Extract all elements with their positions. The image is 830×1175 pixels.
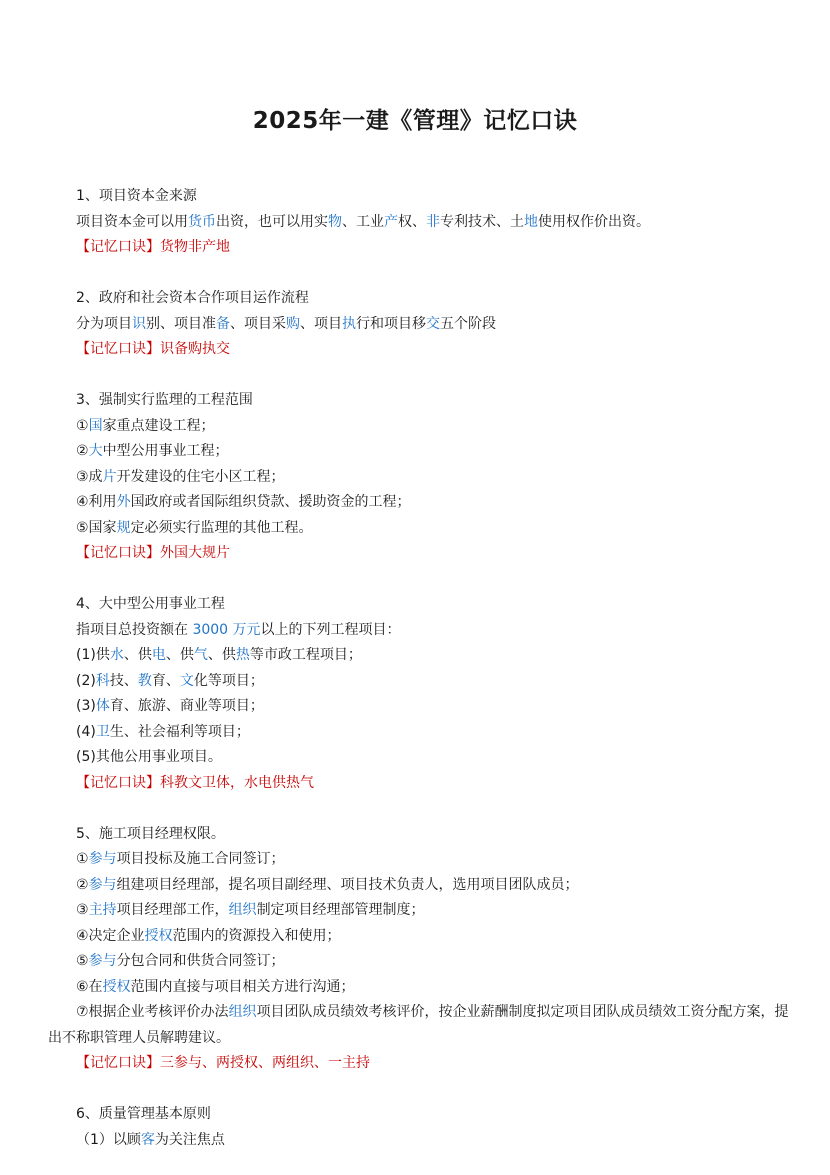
body-line (76, 898, 796, 924)
body-line (76, 694, 796, 720)
text-run: ② (76, 443, 89, 459)
highlight-keyword: 气 (193, 647, 208, 663)
highlight-keyword: 组织 (228, 1004, 257, 1020)
highlight-keyword: 规 (116, 519, 131, 536)
text-run: ③ (76, 902, 89, 918)
text-run: 别、项目准 (146, 315, 216, 332)
body-line (76, 1128, 796, 1154)
text-run: 为关注焦点 (154, 1131, 225, 1148)
text-run: 生、社会福利等项目； (109, 723, 250, 740)
text-run: ④决定企业 (76, 927, 145, 944)
text-run: 定必须实行监理的其他工程。 (130, 519, 313, 536)
section-5 (48, 822, 796, 1077)
highlight-keyword: 体 (95, 698, 110, 714)
section-heading (76, 388, 796, 414)
text-run: 组建项目经理部，提名项目副经理、项目技术负责人，选用项目团队成员； (116, 876, 579, 893)
body-line (76, 643, 796, 669)
highlight-keyword: 文 (179, 672, 194, 689)
text-run: ⑤ (76, 953, 89, 969)
body-line (76, 949, 796, 975)
text-run: (4) (76, 723, 96, 740)
highlight-keyword: 地 (524, 213, 538, 230)
text-run: 6、质量管理基本原则 (76, 1106, 211, 1122)
highlight-keyword: 客 (140, 1131, 155, 1148)
document-title: 2025年一建《管理》记忆口诀 (252, 108, 578, 134)
section-1 (76, 184, 796, 261)
highlight-keyword: 参与 (88, 953, 117, 969)
section-heading (76, 822, 796, 848)
text-run: 、工业 (342, 213, 384, 230)
text-run: 项目资本金可以用 (76, 213, 188, 230)
section-spacer (76, 567, 796, 593)
section-spacer (76, 261, 796, 287)
section-spacer (76, 796, 796, 822)
memory-mnemonic (76, 337, 796, 363)
text-run: 开发建设的住宅小区工程； (116, 468, 285, 485)
text-run: 、项目采 (230, 315, 286, 332)
body-line (76, 924, 796, 950)
text-run: (1)供 (76, 647, 110, 663)
highlight-keyword: 备 (216, 315, 230, 332)
memory-mnemonic (76, 541, 796, 567)
text-run: 5、施工项目经理权限。 (76, 825, 225, 842)
section-4 (76, 592, 796, 796)
text-run: 分为项目 (76, 315, 132, 332)
body-line (76, 720, 796, 746)
highlight-keyword: 产 (384, 213, 398, 230)
body-line (76, 210, 796, 236)
text-run: 使用权作价出资。 (538, 213, 650, 230)
highlight-keyword: 参与 (88, 876, 117, 893)
text-run: 制定项目经理部管理制度； (256, 902, 425, 918)
body-line (76, 618, 796, 644)
body-line (76, 745, 796, 771)
text-run: 、项目 (300, 315, 342, 332)
text-run: ① (76, 851, 89, 867)
mnemonic-text: 【记忆口诀】三参与、两授权、两组织、一主持 (76, 1055, 370, 1071)
text-run: 1、项目资本金来源 (76, 188, 197, 204)
text-run: (3) (76, 698, 96, 714)
text-run: 专利技术、土 (440, 213, 524, 230)
text-run: ① (76, 417, 89, 434)
text-run: 3、强制实行监理的工程范围 (76, 392, 253, 408)
highlight-keyword: 参与 (88, 851, 117, 867)
section-spacer (76, 363, 796, 389)
body-line (76, 490, 796, 516)
text-run: 家重点建设工程； (102, 417, 215, 434)
body-line (76, 312, 796, 338)
text-run: ② (76, 876, 89, 893)
highlight-keyword: 教 (137, 672, 152, 689)
highlight-keyword: 外 (116, 494, 131, 510)
highlight-keyword: 热 (235, 647, 250, 663)
section-heading (76, 592, 796, 618)
highlight-keyword: 授权 (144, 927, 173, 944)
text-run: 、供 (207, 647, 236, 663)
text-run: 、供 (165, 647, 194, 663)
highlight-keyword: 水 (109, 647, 124, 663)
text-run: (2) (76, 672, 96, 689)
highlight-keyword: 识 (132, 315, 146, 332)
text-run: ⑦根据企业考核评价办法 (76, 1004, 229, 1020)
body-line (76, 465, 796, 491)
body-line (76, 873, 796, 899)
highlight-keyword: 物 (328, 213, 342, 230)
highlight-keyword: 组织 (228, 902, 257, 918)
mnemonic-text: 【记忆口诀】外国大规片 (76, 545, 230, 561)
mnemonic-text: 【记忆口诀】科教文卫体，水电供热气 (76, 774, 314, 791)
text-run: 育、 (151, 672, 180, 689)
text-run: 技、 (109, 672, 138, 689)
section-3 (76, 388, 796, 567)
section-6 (76, 1102, 796, 1153)
mnemonic-text: 【记忆口诀】识备购执交 (76, 341, 230, 357)
text-run: 项目经理部工作， (116, 902, 229, 918)
text-run: (5)其他公用事业项目。 (76, 749, 222, 765)
document-body (48, 184, 796, 1153)
highlight-keyword: 科 (95, 672, 110, 689)
highlight-keyword: 3000 万元 (192, 621, 261, 638)
text-run: 权、 (398, 213, 426, 230)
text-run: 以上的下列工程项目： (260, 621, 401, 638)
text-run: 、供 (123, 647, 152, 663)
section-heading (76, 1102, 796, 1128)
text-run: 等市政工程项目； (249, 647, 362, 663)
text-run: 育、旅游、商业等项目； (109, 698, 264, 714)
text-run: 国政府或者国际组织贷款、援助资金的工程； (130, 494, 411, 510)
highlight-keyword: 电 (151, 647, 166, 663)
text-run: ⑥在 (76, 978, 103, 995)
highlight-keyword: 国 (88, 417, 103, 434)
text-run: 中型公用事业工程； (102, 443, 229, 459)
highlight-keyword: 卫 (95, 723, 110, 740)
text-run: 项目投标及施工合同签订； (116, 851, 285, 867)
body-line (76, 439, 796, 465)
text-run: ④利用 (76, 494, 117, 510)
body-line (76, 669, 796, 695)
text-run: 五个阶段 (440, 315, 496, 332)
highlight-keyword: 大 (88, 443, 103, 459)
text-run: 出资，也可以用实 (216, 213, 328, 230)
highlight-keyword: 执 (342, 315, 356, 332)
text-run: （1）以顾 (76, 1131, 141, 1148)
body-line (76, 414, 796, 440)
memory-mnemonic (76, 1051, 796, 1077)
body-line (76, 516, 796, 542)
text-run: 4、大中型公用事业工程 (76, 596, 225, 612)
text-run: 2、政府和社会资本合作项目运作流程 (76, 290, 309, 306)
text-run: ⑤国家 (76, 519, 117, 536)
memory-mnemonic (76, 235, 796, 261)
section-heading (76, 286, 796, 312)
mnemonic-text: 【记忆口诀】货物非产地 (76, 239, 230, 255)
highlight-keyword: 片 (102, 468, 117, 485)
highlight-keyword: 授权 (102, 978, 131, 995)
text-run: 范围内的资源投入和使用； (172, 927, 341, 944)
memory-mnemonic (76, 771, 796, 797)
section-2 (76, 286, 796, 363)
body-line (48, 1000, 796, 1051)
text-run: 行和项目移 (356, 315, 426, 332)
text-run: 分包合同和供货合同签订； (116, 953, 285, 969)
highlight-keyword: 主持 (88, 902, 117, 918)
body-line (76, 975, 796, 1001)
text-run: 项目团队成员绩效考核评价，按企业薪酬制度拟定项目团队成员绩效工资分配方案，提出不称职管理人员解聘建议。 (48, 1004, 789, 1046)
highlight-keyword: 购 (286, 315, 300, 332)
highlight-keyword: 交 (426, 315, 440, 332)
text-run: 范围内直接与项目相关方进行沟通； (130, 978, 355, 995)
highlight-keyword: 货币 (188, 213, 216, 230)
section-heading (76, 184, 796, 210)
text-run: 化等项目； (193, 672, 264, 689)
section-spacer (76, 1077, 796, 1103)
highlight-keyword: 非 (426, 213, 440, 230)
body-line (76, 847, 796, 873)
text-run: ③成 (76, 468, 103, 485)
text-run: 指项目总投资额在 (76, 621, 193, 638)
